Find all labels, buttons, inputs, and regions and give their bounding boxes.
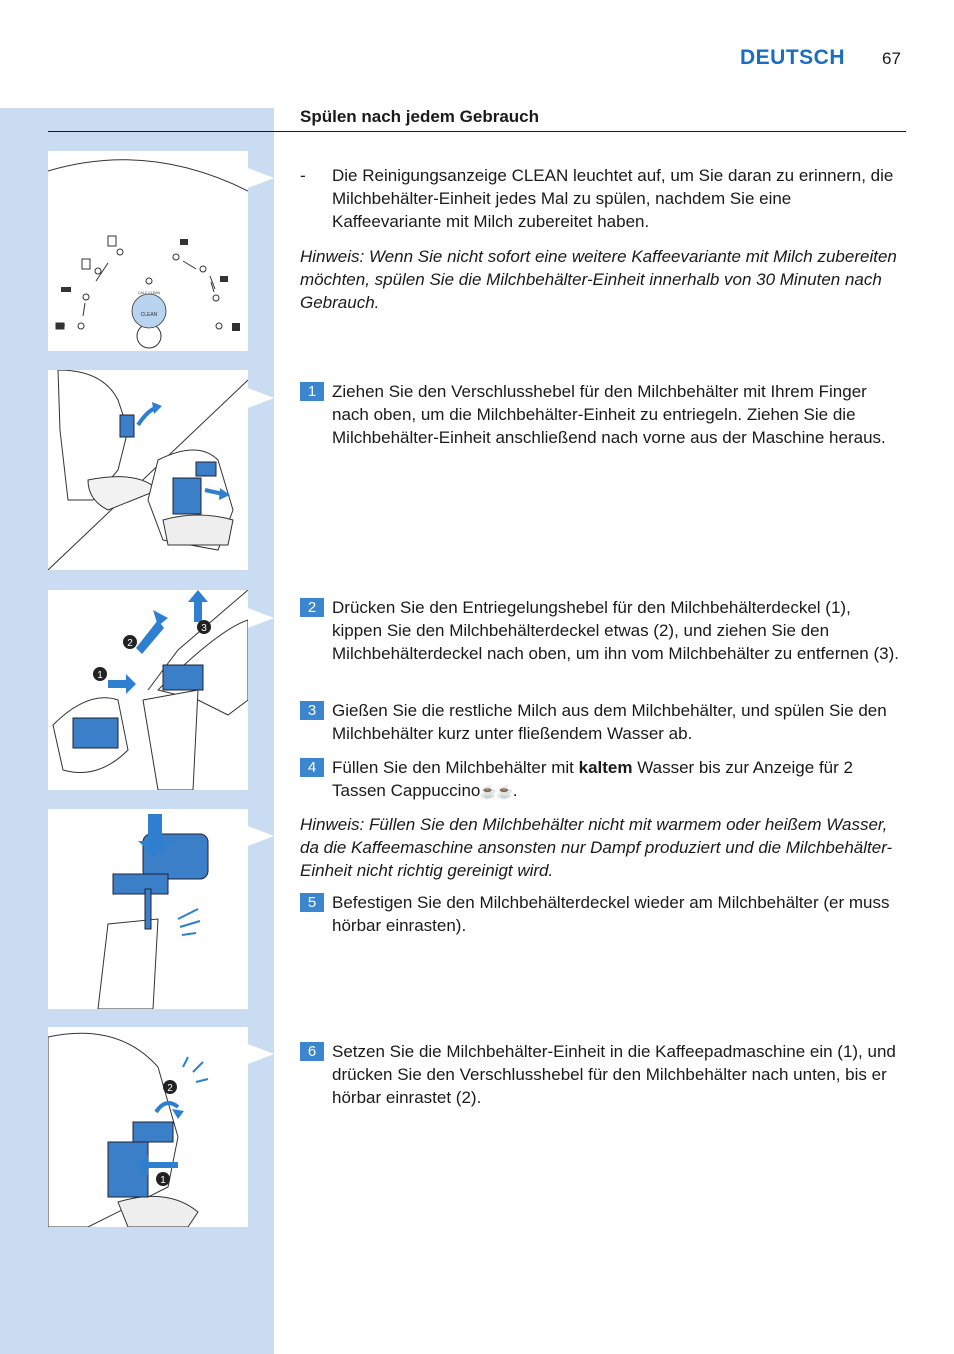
step-number: 3 xyxy=(300,701,324,720)
section-divider xyxy=(48,131,906,132)
step-text: Befestigen Sie den Milchbehälterdeckel wieder am Milchbehälter (er muss hörbar einrasten). xyxy=(332,893,890,935)
language-heading: DEUTSCH xyxy=(740,46,846,69)
step-text-start: Füllen Sie den Milchbehälter mit xyxy=(332,758,579,777)
insert-unit-illustration xyxy=(48,1027,248,1227)
page-number: 67 xyxy=(882,49,901,68)
figure-remove-lid xyxy=(48,590,248,790)
step-text: Gießen Sie die restliche Milch aus dem Milchbehälter, und spülen Sie den Milchbehälter kurz unter fließendem Wasser ab. xyxy=(332,701,887,743)
cappuccino-cup-icon: ☕☕ xyxy=(480,784,513,799)
step-number: 4 xyxy=(300,758,324,777)
figure-remove-unit xyxy=(48,370,248,570)
calc-clean-label: CALC CLEAN xyxy=(138,291,160,295)
step-number: 2 xyxy=(300,598,324,617)
lid-attach-illustration xyxy=(48,809,248,1009)
step-number: 5 xyxy=(300,893,324,912)
figure-control-panel xyxy=(48,151,248,351)
control-panel-illustration xyxy=(48,151,248,351)
intro-bullet xyxy=(300,164,900,233)
callout-1: 1 xyxy=(97,670,103,681)
step-text xyxy=(332,756,900,803)
clean-label: CLEAN xyxy=(140,312,158,318)
step-text: Drücken Sie den Entriegelungshebel für den Milchbehälterdeckel (1), kippen Sie den Milchbehälterdeckel etwas (2), und ziehen Sie den Milchbehälterdeckel nach oben, um ihn vom Milchbehälter zu entfernen (3). xyxy=(332,598,899,663)
warning-note: Hinweis: Füllen Sie den Milchbehälter nicht mit warmem oder heißem Wasser, da die Kaffeemaschine ansonsten nur Dampf produziert und die Milchbehälter-Einheit nicht richtig gereinigt wird. xyxy=(300,815,893,880)
figure-pointer xyxy=(248,826,274,846)
figure-insert-unit xyxy=(48,1027,248,1227)
step-text-end: . xyxy=(512,781,518,800)
figure-pointer xyxy=(248,608,274,628)
step-2 xyxy=(300,596,900,665)
intro-note: Hinweis: Wenn Sie nicht sofort eine weitere Kaffeevariante mit Milch zubereiten möchten, spülen Sie die Milchbehälter-Einheit innerhalb von 30 Minuten nach Gebrauch. xyxy=(300,247,897,312)
figure-pointer xyxy=(248,1044,274,1064)
bullet-dash: - xyxy=(300,166,306,185)
callout-2: 2 xyxy=(127,638,133,649)
step-text-bold: kaltem xyxy=(578,758,633,777)
figure-attach-lid xyxy=(48,809,248,1009)
step-text-rest: Wasser bis zur Anzeige für 2 Tassen Cappuccino xyxy=(332,758,853,800)
step-5 xyxy=(300,891,900,937)
figure-pointer xyxy=(248,168,274,188)
step-1 xyxy=(300,380,900,449)
section-title: Spülen nach jedem Gebrauch xyxy=(300,107,540,126)
intro-bullet-text: Die Reinigungsanzeige CLEAN leuchtet auf, um Sie daran zu erinnern, die Milchbehälter-Einheit jedes Mal zu spülen, nachdem Sie eine Kaffeevariante mit Milch zubereitet haben. xyxy=(332,166,894,231)
step-4 xyxy=(300,756,900,803)
figure-pointer xyxy=(248,388,274,408)
step-6 xyxy=(300,1040,900,1109)
step-3 xyxy=(300,699,900,745)
callout-3: 3 xyxy=(201,623,207,634)
step-number: 6 xyxy=(300,1042,324,1061)
callout-1: 1 xyxy=(160,1175,166,1186)
step-number: 1 xyxy=(300,382,324,401)
lid-removal-illustration xyxy=(48,590,248,790)
callout-2: 2 xyxy=(167,1083,173,1094)
machine-illustration xyxy=(48,370,248,570)
step-text: Ziehen Sie den Verschlusshebel für den Milchbehälter mit Ihrem Finger nach oben, um die Milchbehälter-Einheit zu entriegeln. Ziehen Sie die Milchbehälter-Einheit anschließend nach vorne aus der Maschine heraus. xyxy=(332,382,886,447)
step-text: Setzen Sie die Milchbehälter-Einheit in die Kaffeepadmaschine ein (1), und drücken Sie den Verschlusshebel für den Milchbehälter nach unten, bis er hörbar einrastet (2). xyxy=(332,1042,896,1107)
